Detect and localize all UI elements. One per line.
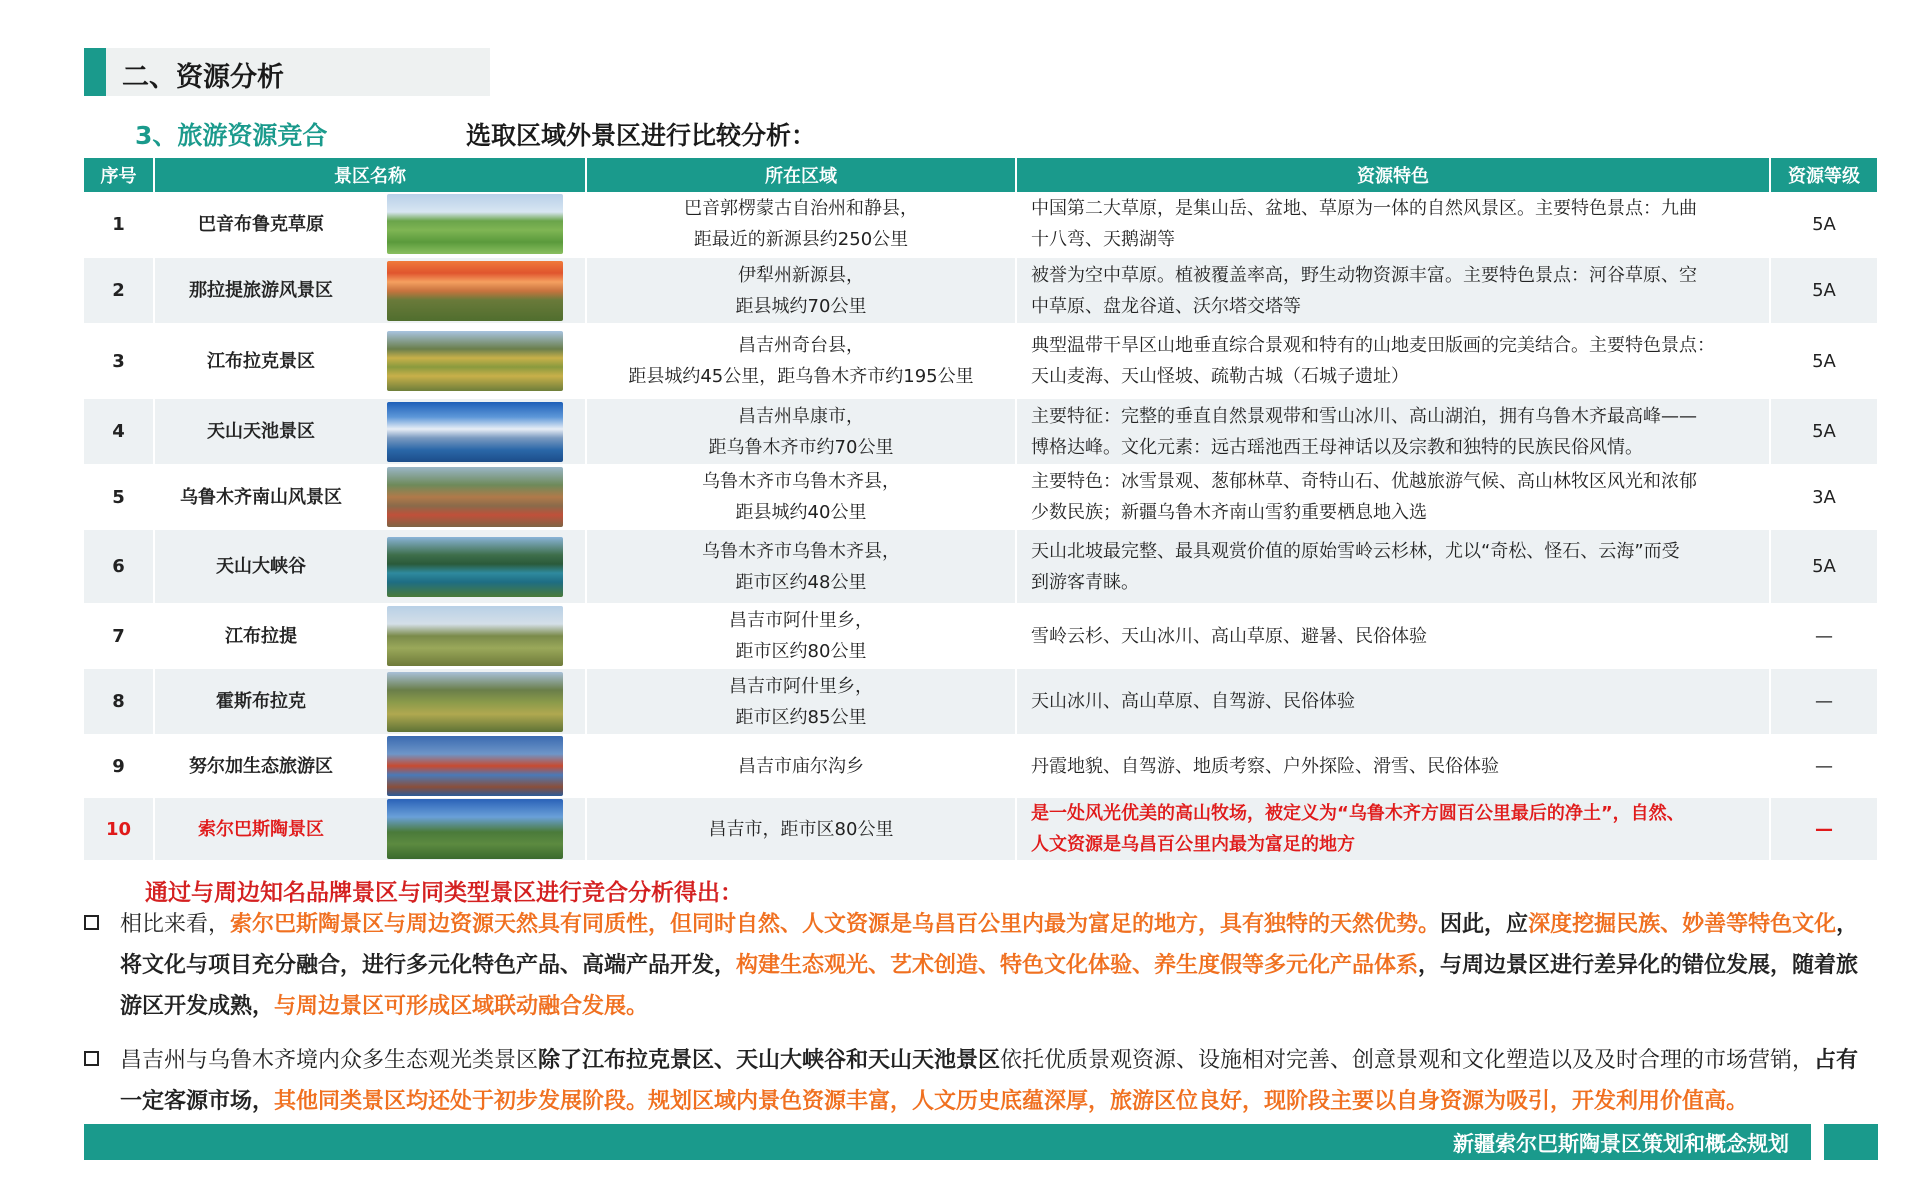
scenic-name: 乌鲁木齐南山风景区: [180, 486, 342, 508]
location-cell: [586, 797, 1016, 861]
bullet-1-part: ，与周边景区进行差异化的错位发展，随着旅游区开发成熟，: [120, 953, 1859, 1019]
grade-cell: —: [1770, 735, 1878, 797]
row-number: 6: [84, 529, 154, 604]
subheading: 3、旅游资源竞合: [135, 121, 328, 150]
bullet-2: [84, 1040, 1880, 1122]
grassland-river-photo: [387, 194, 563, 254]
header-num: 序号: [84, 158, 154, 192]
features-line: 十八弯、天鹅湖等: [1031, 229, 1175, 250]
header-location: 所在区域: [586, 158, 1016, 192]
location-line: 伊犁州新源县，: [738, 264, 864, 286]
location-line: 昌吉市阿什里乡，: [729, 610, 873, 631]
location-cell: [586, 604, 1016, 668]
bullet-1-part: 应: [1506, 912, 1529, 937]
features-line: 人文资源是乌昌百公里内最为富足的地方: [1031, 834, 1355, 855]
features-cell: [1016, 257, 1770, 324]
features-line: 到游客青睐。: [1031, 571, 1139, 593]
location-line: 昌吉市庙尔沟乡: [738, 755, 864, 777]
section-title: 二、资源分析: [122, 62, 284, 93]
scenic-name: 那拉提旅游风景区: [189, 280, 333, 301]
location-line: 乌鲁木齐市乌鲁木齐县，: [702, 540, 900, 562]
footer-title: 新疆索尔巴斯陶景区策划和概念规划: [1453, 1132, 1789, 1156]
bullet-2-part: 其他同类景区均还处于初步发展阶段。规划区域内景色资源丰富，人文历史底蕴深厚，旅游区位良好，现阶段主要以自身资源为吸引，开发利用价值高。: [274, 1089, 1749, 1114]
features-line: 是一处风光优美的高山牧场，被定义为“乌鲁木齐方圆百公里最后的净土”，自然、: [1031, 803, 1685, 824]
scenic-name-cell: [154, 797, 586, 861]
location-cell: [586, 324, 1016, 398]
table-row: [84, 797, 1878, 861]
location-cell: [586, 257, 1016, 324]
features-line: 天山麦海、天山怪坡、疏勒古城（石城子遗址）: [1031, 366, 1409, 387]
features-line: 中国第二大草原，是集山岳、盆地、草原为一体的自然风景区。主要特色景点：九曲: [1031, 198, 1697, 219]
location-line: 距乌鲁木齐市约70公里: [708, 436, 894, 458]
footer-bar: [84, 1124, 1811, 1160]
table-header-row: [84, 158, 1878, 192]
row-number: 2: [84, 257, 154, 324]
table-row: [84, 735, 1878, 797]
bullet-1-text: [120, 904, 1880, 1027]
grade-cell: 5A: [1770, 192, 1878, 257]
mountain-lake-photo: [387, 402, 563, 462]
location-cell: [586, 398, 1016, 465]
scenic-name-cell: [154, 324, 586, 398]
bullet-1-part: ，将文化与项目充分融合，进行多元化特色产品、高端产品开发，: [120, 912, 1859, 978]
footer-end-block: [1824, 1124, 1878, 1160]
features-cell: [1016, 398, 1770, 465]
compare-title: 选取区域外景区进行比较分析：: [466, 121, 817, 150]
row-number: 3: [84, 324, 154, 398]
row-number: 10: [84, 797, 154, 861]
features-cell: [1016, 465, 1770, 529]
features-line: 丹霞地貌、自驾游、地质考察、户外探险、滑雪、民俗体验: [1031, 755, 1499, 777]
scenic-name: 江布拉提: [225, 625, 297, 647]
grade-cell: 5A: [1770, 257, 1878, 324]
scenic-name-cell: [154, 735, 586, 797]
table-row: [84, 324, 1878, 398]
location-line: 距市区约48公里: [735, 571, 867, 593]
row-number: 8: [84, 668, 154, 735]
section-header: [84, 48, 490, 96]
header-features: 资源特色: [1016, 158, 1770, 192]
features-cell: [1016, 668, 1770, 735]
features-line: 被誉为空中草原。植被覆盖率高，野生动物资源丰富。主要特色景点：河谷草原、空: [1031, 264, 1697, 286]
location-cell: [586, 735, 1016, 797]
grade-cell: —: [1770, 797, 1878, 861]
location-line: 巴音郭楞蒙古自治州和静县，: [684, 198, 918, 219]
section-accent: [84, 48, 106, 96]
scenic-name: 霍斯布拉克: [216, 691, 306, 712]
row-number: 4: [84, 398, 154, 465]
checkbox-bullet-icon: [84, 915, 99, 930]
scenic-name: 江布拉克景区: [207, 350, 315, 372]
bullet-2-part: 昌吉州与乌鲁木齐境内众多生态观光类景区: [120, 1048, 539, 1073]
scenic-name-cell: [154, 529, 586, 604]
hill-meadow-photo: [387, 672, 563, 732]
grade-cell: 5A: [1770, 324, 1878, 398]
location-cell: [586, 668, 1016, 735]
grade-cell: —: [1770, 604, 1878, 668]
scenic-name-cell: [154, 192, 586, 257]
table-row: [84, 668, 1878, 735]
row-number: 9: [84, 735, 154, 797]
grade-cell: 5A: [1770, 398, 1878, 465]
row-number: 7: [84, 604, 154, 668]
scenic-name-cell: [154, 604, 586, 668]
features-cell: [1016, 324, 1770, 398]
features-line: 典型温带干旱区山地垂直综合景观和特有的山地麦田版画的完美结合。主要特色景点：: [1031, 335, 1715, 356]
header-name: 景区名称: [154, 158, 586, 192]
location-line: 距县城约70公里: [735, 295, 867, 317]
table-row: [84, 192, 1878, 257]
location-line: 距县城约45公里，距乌鲁木齐市约195公里: [628, 366, 974, 387]
features-line: 雪岭云杉、天山冰川、高山草原、避暑、民俗体验: [1031, 625, 1427, 647]
bullet-1-part: 与周边景区可形成区域联动融合发展。: [274, 994, 649, 1019]
features-line: 主要特征：完整的垂直自然景观带和雪山冰川、高山湖泊，拥有乌鲁木齐最高峰——: [1031, 405, 1697, 427]
bullet-1-part: 构建生态观光、艺术创造、特色文化体验、养生度假等多元化产品体系: [736, 953, 1419, 978]
features-cell: [1016, 192, 1770, 257]
location-line: 距市区约85公里: [735, 706, 867, 728]
location-line: 昌吉州阜康市，: [738, 405, 864, 427]
table-row: [84, 398, 1878, 465]
scenic-name-cell: [154, 668, 586, 735]
scenic-name: 巴音布鲁克草原: [198, 213, 324, 235]
bullet-2-part: 除了江布拉克景区、天山大峡谷和天山天池景区: [538, 1048, 1001, 1073]
features-line: 少数民族；新疆乌鲁木齐南山雪豹重要栖息地入选: [1031, 502, 1427, 523]
scenic-name: 努尔加生态旅游区: [189, 755, 333, 777]
bullet-1-part: 相比来看，: [120, 912, 231, 937]
features-line: 中草原、盘龙谷道、沃尔塔交塔等: [1031, 295, 1301, 317]
table-row: [84, 529, 1878, 604]
row-number: 1: [84, 192, 154, 257]
wheat-field-photo: [387, 331, 563, 391]
pasture-cattle-photo: [387, 606, 563, 666]
location-line: 距县城约40公里: [735, 502, 867, 523]
features-line: 天山冰川、高山草原、自驾游、民俗体验: [1031, 691, 1355, 712]
mountain-tents-photo: [387, 467, 563, 527]
location-line: 昌吉市，距市区80公里: [708, 818, 894, 840]
location-line: 乌鲁木齐市乌鲁木齐县，: [702, 471, 900, 492]
location-line: 昌吉州奇台县，: [738, 335, 864, 356]
sunset-grassland-photo: [387, 261, 563, 321]
scenic-name: 天山天池景区: [207, 421, 315, 442]
scenic-name: 索尔巴斯陶景区: [198, 818, 324, 840]
grade-cell: 5A: [1770, 529, 1878, 604]
location-cell: [586, 192, 1016, 257]
location-line: 距最近的新源县约250公里: [693, 229, 909, 250]
bullet-1-part: 索尔巴斯陶景区与周边资源天然具有同质性，但同时自然、人文资源是乌昌百公里内最为富足的地方，具有独特的天然优势。: [230, 912, 1441, 937]
features-cell: [1016, 604, 1770, 668]
table-row: [84, 465, 1878, 529]
conclusion-title: 通过与周边知名品牌景区与同类型景区进行竞合分析得出：: [145, 880, 743, 906]
features-cell: [1016, 529, 1770, 604]
bullet-2-text: [120, 1040, 1880, 1122]
scenic-name-cell: [154, 257, 586, 324]
canyon-lake-photo: [387, 537, 563, 597]
features-line: 主要特色：冰雪景观、葱郁林草、奇特山石、优越旅游气候、高山林牧区风光和浓郁: [1031, 471, 1697, 492]
location-cell: [586, 465, 1016, 529]
features-line: 博格达峰。文化元素：远古瑶池西王母神话以及宗教和独特的民族民俗风情。: [1031, 436, 1643, 458]
bullet-2-part: 占有一定客源市场，: [120, 1048, 1859, 1114]
location-cell: [586, 529, 1016, 604]
features-line: 天山北坡最完整、最具观赏价值的原始雪岭云杉林，尤以“奇松、怪石、云海”而受: [1031, 540, 1680, 562]
danxia-landform-photo: [387, 736, 563, 796]
table-row: [84, 604, 1878, 668]
bullet-1-part: 因此，: [1440, 912, 1507, 937]
row-number: 5: [84, 465, 154, 529]
grade-cell: —: [1770, 668, 1878, 735]
scenic-name-cell: [154, 398, 586, 465]
bullet-1: [84, 904, 1880, 1027]
scenic-name-cell: [154, 465, 586, 529]
scenic-name: 天山大峡谷: [216, 556, 306, 577]
bullet-2-part: 依托优质景观资源、设施相对完善、创意景观和文化塑造以及及时合理的市场营销，: [1000, 1048, 1815, 1073]
location-line: 昌吉市阿什里乡，: [729, 675, 873, 697]
resource-table: [84, 158, 1879, 862]
grade-cell: 3A: [1770, 465, 1878, 529]
alpine-pasture-photo: [387, 799, 563, 859]
checkbox-bullet-icon: [84, 1051, 99, 1066]
header-grade: 资源等级: [1770, 158, 1878, 192]
location-line: 距市区约80公里: [735, 641, 867, 662]
table-row: [84, 257, 1878, 324]
bullet-1-part: 深度挖掘民族、妙善等特色文化: [1528, 912, 1837, 937]
features-cell: [1016, 735, 1770, 797]
features-cell: [1016, 797, 1770, 861]
